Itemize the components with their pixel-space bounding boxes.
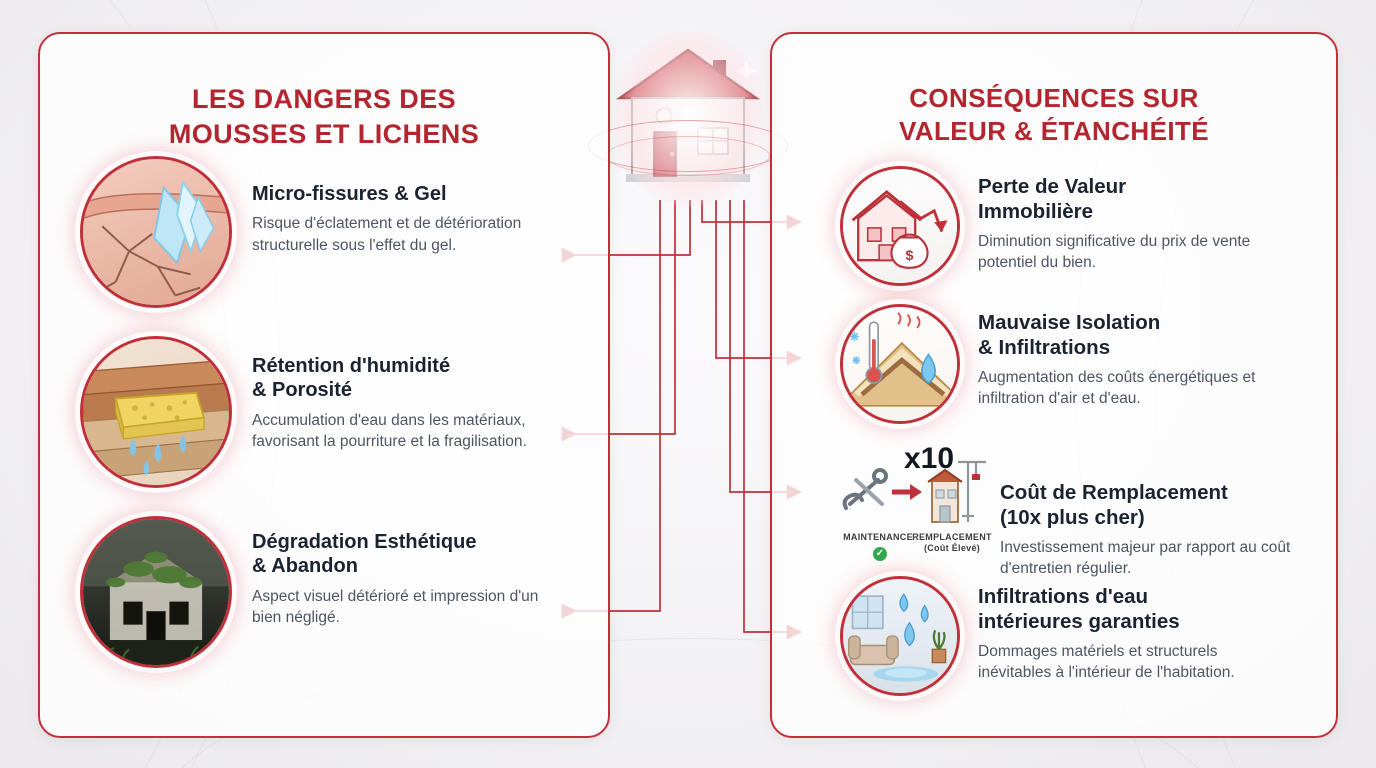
check-icon: ✓: [873, 547, 887, 561]
sponge-water-icon: [80, 336, 232, 488]
list-item-text: [978, 576, 1263, 684]
list-item-title-line2: & Infiltrations: [978, 336, 1111, 359]
list-item-title: [252, 530, 542, 579]
cracked-tile-ice-icon: [80, 156, 232, 308]
replacement-label-line1: REMPLACEMENT: [912, 532, 992, 542]
list-item-title-line1: Coût de Remplacement: [1000, 481, 1228, 504]
center-house-graphic: [580, 24, 796, 214]
list-item: [840, 166, 1320, 286]
list-item-text: [978, 304, 1263, 410]
list-item: [840, 442, 1340, 580]
right-panel: [770, 32, 1338, 738]
list-item: [80, 156, 580, 308]
value-loss-art: [843, 169, 957, 283]
replacement-label: [912, 532, 992, 555]
list-item-title-line1: Infiltrations d'eau: [978, 585, 1149, 608]
list-item: [80, 516, 590, 668]
list-item: [840, 576, 1330, 696]
interior-leak-art: [843, 579, 957, 693]
list-item-title-line2: & Porosité: [252, 379, 353, 402]
right-panel-title: [772, 82, 1336, 149]
list-item-desc: Investissement majeur par rapport au coût d'entretien régulier.: [1000, 539, 1291, 578]
list-item-text: [252, 516, 542, 629]
right-panel-title-line1: CONSÉQUENCES SUR: [909, 83, 1199, 113]
right-panel-title-line2: VALEUR & ÉTANCHÉITÉ: [899, 116, 1209, 147]
insulation-art: [843, 307, 957, 421]
list-item: [80, 336, 580, 488]
list-item-desc: Accumulation d'eau dans les matériaux, favorisant la pourriture et la fragilisation.: [252, 411, 527, 451]
house-money-down-arrow-icon: [840, 166, 960, 286]
x10-badge: x10: [904, 442, 955, 475]
left-panel: [38, 32, 610, 738]
list-item-text: [978, 166, 1263, 274]
replacement-label-line2: (Coût Élevé): [923, 543, 981, 554]
mossy-abandoned-house-icon: [80, 516, 232, 668]
list-item-title: [1000, 480, 1292, 530]
interior-water-leak-icon: [840, 576, 960, 696]
svg-text:$: $: [905, 248, 914, 265]
list-item-title-line1: Mauvaise Isolation: [978, 311, 1161, 334]
list-item-title-line2: & Abandon: [252, 555, 358, 578]
left-panel-title-line1: LES DANGERS DES: [191, 84, 457, 114]
house-glow: [614, 30, 764, 206]
maintenance-to-replacement-icon: [840, 442, 992, 566]
sponge-water-art: [83, 339, 229, 485]
list-item-text: [252, 336, 542, 453]
list-item-title: [252, 354, 542, 403]
list-item-title: Micro-fissures & Gel: [252, 183, 447, 205]
list-item-text: [252, 156, 542, 256]
list-item-title-line2: Immobilière: [978, 200, 1094, 223]
list-item-title-line2: intérieures garanties: [978, 610, 1180, 633]
list-item-desc: Aspect visuel détérioré et impression d'un bien négligé.: [252, 587, 539, 627]
list-item-title: [978, 174, 1263, 224]
list-item-title-line1: Perte de Valeur: [978, 175, 1127, 198]
thermometer-roof-droplet-icon: [840, 304, 960, 424]
house-halo-ring: [606, 136, 770, 176]
list-item-title-line1: Rétention d'humidité: [252, 355, 451, 377]
left-panel-title: [40, 82, 608, 151]
list-item-text: [1000, 446, 1292, 580]
list-item-title: [978, 584, 1263, 634]
cracked-tile-ice-art: [83, 159, 229, 305]
list-item-title: [978, 310, 1263, 360]
left-panel-title-line2: MOUSSES ET LICHENS: [168, 118, 480, 149]
list-item-title-line2: (10x plus cher): [1000, 506, 1145, 529]
list-item: [840, 304, 1320, 424]
list-item-desc: Risque d'éclatement et de détérioration structurelle sous l'effet du gel.: [252, 215, 522, 254]
list-item-title-line1: Dégradation Esthétique: [252, 531, 477, 553]
list-item-desc: Dommages matériels et structurels inévitables à l'intérieur de l'habitation.: [978, 643, 1235, 682]
list-item-desc: Augmentation des coûts énergétiques et infiltration d'air et d'eau.: [978, 369, 1256, 408]
mossy-house-art: [83, 519, 229, 665]
list-item-desc: Diminution significative du prix de vente potentiel du bien.: [978, 233, 1251, 272]
maintenance-label: MAINTENANCE: [843, 532, 913, 542]
